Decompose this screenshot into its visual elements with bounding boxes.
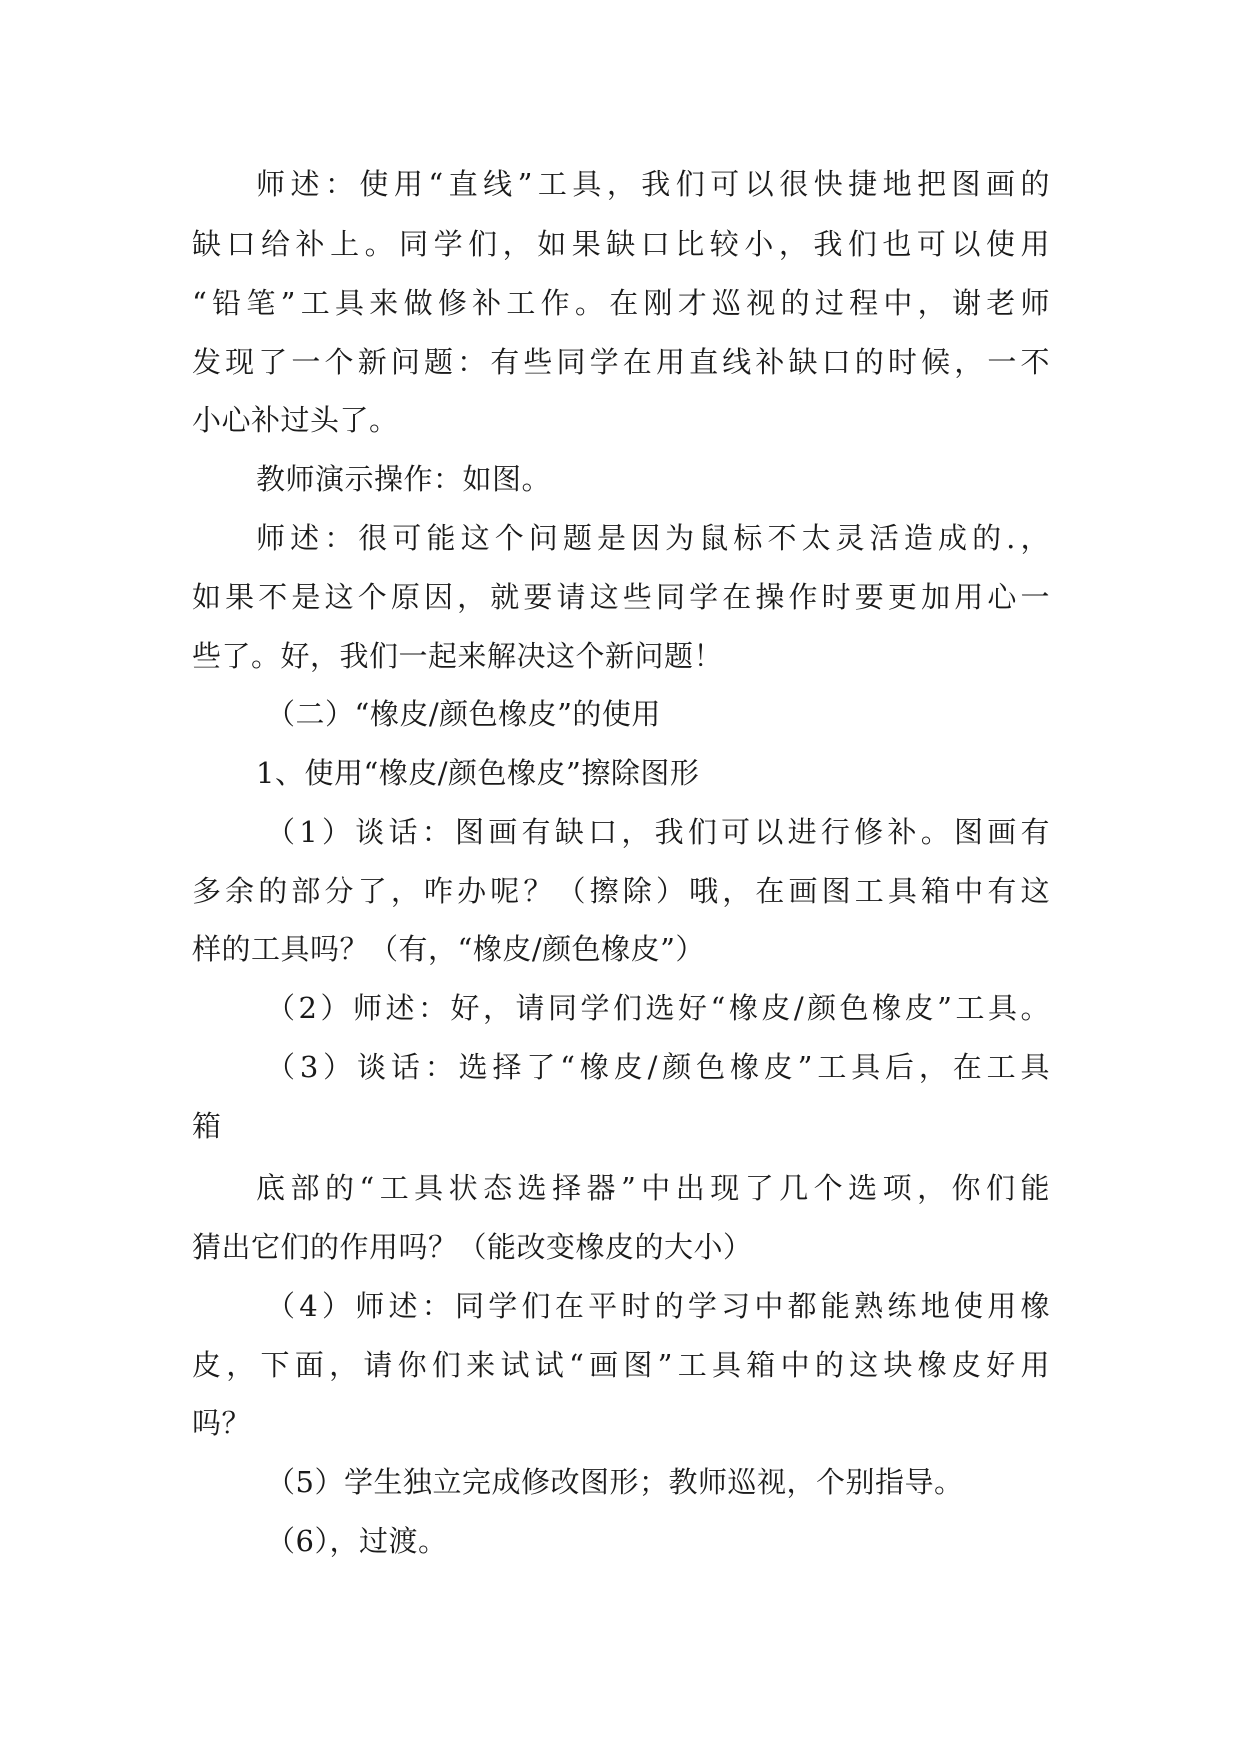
text-line: 些了。好，我们一起来解决这个新问题！ <box>192 639 724 673</box>
text-line: 皮，下面，请你们来试试“画图”工具箱中的这块橡皮好用 <box>192 1348 1050 1382</box>
text-line: 吗？ <box>192 1406 252 1440</box>
text-line: （5）学生独立完成修改图形；教师巡视，个别指导。 <box>266 1465 964 1499</box>
text-line: （4）师述：同学们在平时的学习中都能熟练地使用橡 <box>266 1289 1050 1323</box>
document-page <box>192 0 1050 1754</box>
text-line: 教师演示操作：如图。 <box>256 462 552 496</box>
text-line: 小心补过头了。 <box>192 403 399 437</box>
text-line: （1）谈话：图画有缺口，我们可以进行修补。图画有 <box>266 815 1050 849</box>
text-line: 多余的部分了，咋办呢？（擦除）哦，在画图工具箱中有这 <box>192 874 1050 908</box>
text-line: （2）师述：好，请同学们选好“橡皮/颜色橡皮”工具。 <box>266 991 1050 1025</box>
text-line: 底部的“工具状态选择器”中出现了几个选项，你们能 <box>256 1171 1050 1205</box>
text-line: 师述：使用“直线”工具，我们可以很快捷地把图画的 <box>256 167 1050 201</box>
text-line: 样的工具吗？（有，“橡皮/颜色橡皮”） <box>192 932 705 966</box>
subsection-heading: 1、使用“橡皮/颜色橡皮”擦除图形 <box>256 756 700 790</box>
text-line: “铅笔”工具来做修补工作。在刚才巡视的过程中，谢老师 <box>192 286 1050 320</box>
section-heading: （二）“橡皮/颜色橡皮”的使用 <box>266 697 661 731</box>
text-line: 发现了一个新问题：有些同学在用直线补缺口的时候，一不 <box>192 345 1050 379</box>
text-line: 缺口给补上。同学们，如果缺口比较小，我们也可以使用 <box>192 227 1050 261</box>
text-line: （3）谈话：选择了“橡皮/颜色橡皮”工具后，在工具 <box>266 1050 1050 1084</box>
text-line: 猜出它们的作用吗？（能改变橡皮的大小） <box>192 1230 753 1264</box>
text-line: 箱 <box>192 1109 222 1143</box>
text-line: 师述：很可能这个问题是因为鼠标不太灵活造成的.， <box>256 521 1050 555</box>
text-line: （6），过渡。 <box>266 1524 448 1558</box>
text-line: 如果不是这个原因，就要请这些同学在操作时要更加用心一 <box>192 580 1050 614</box>
